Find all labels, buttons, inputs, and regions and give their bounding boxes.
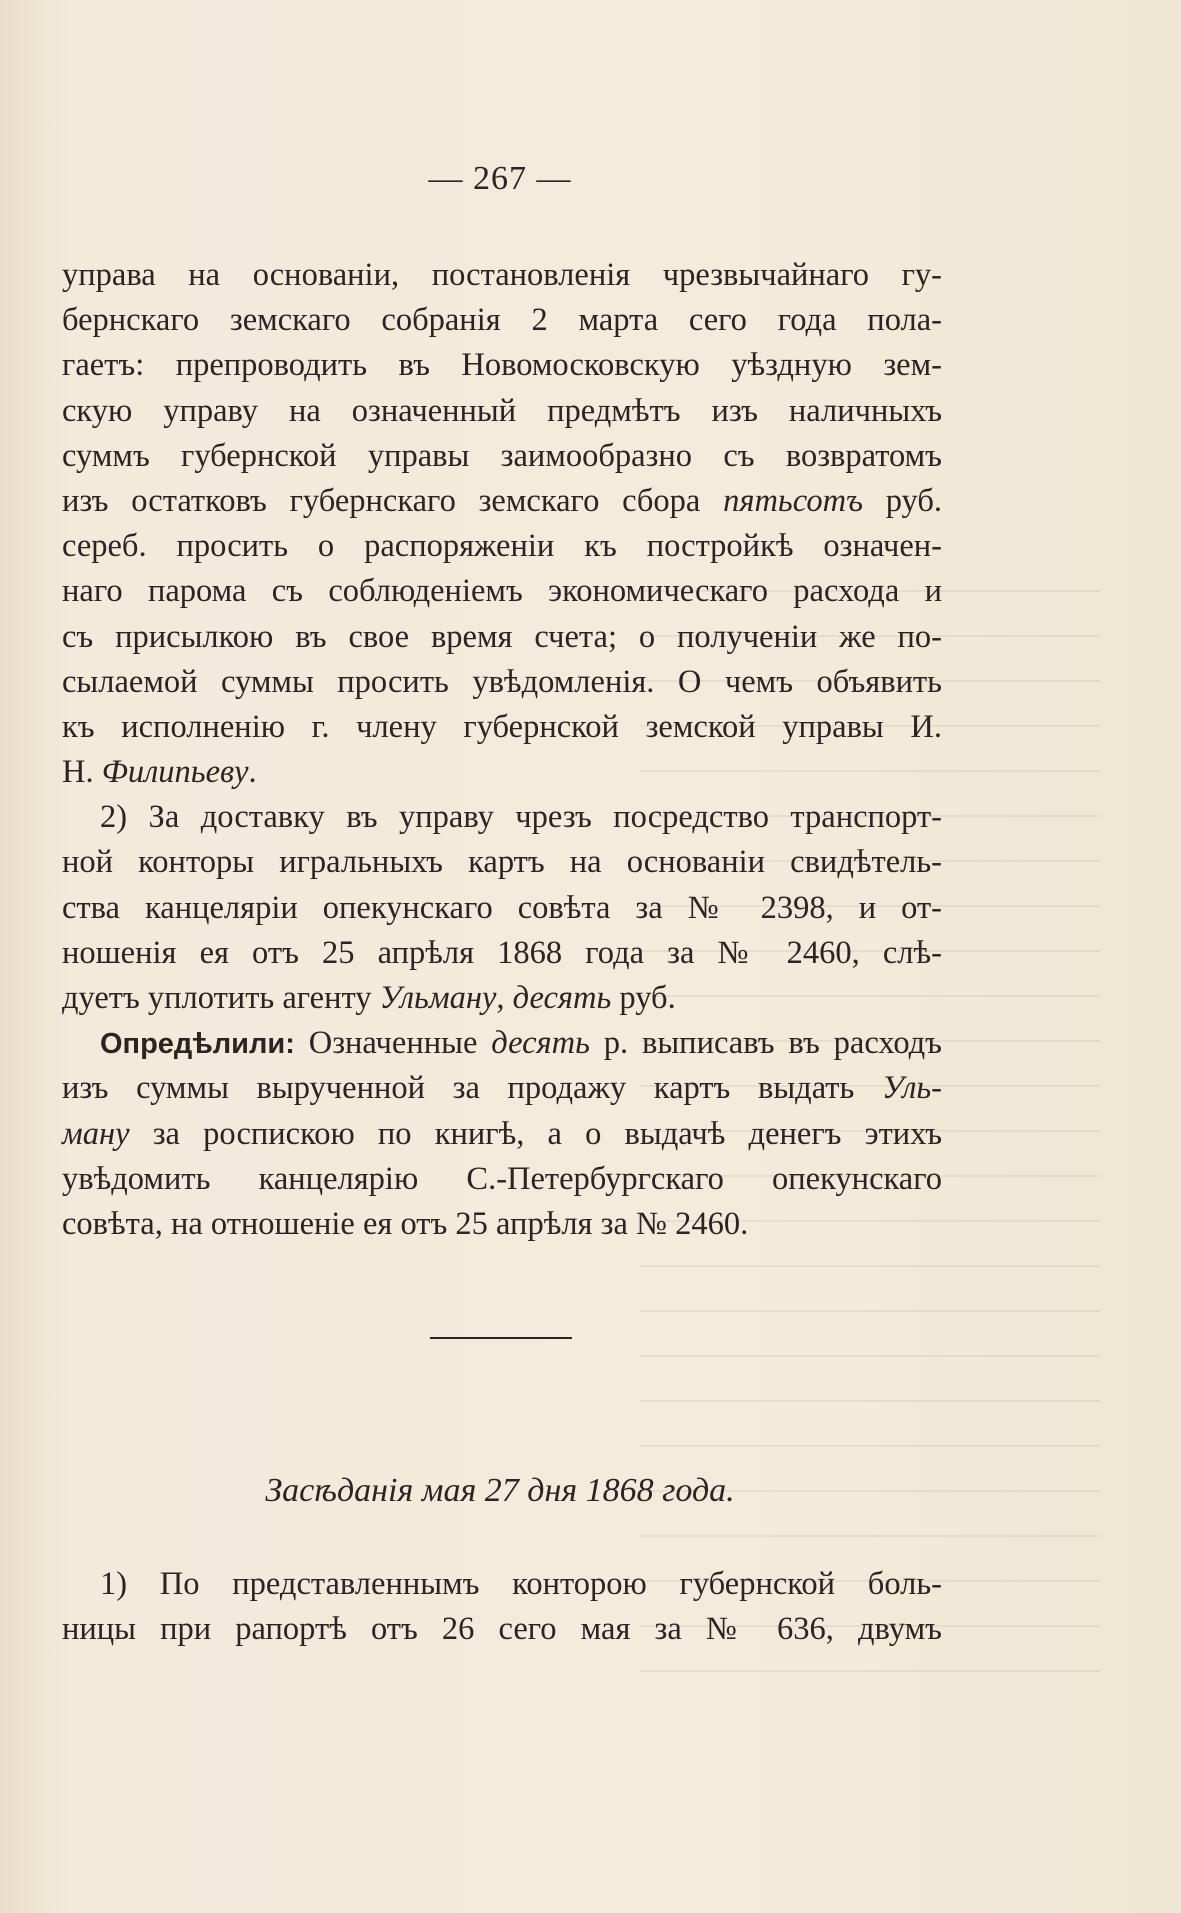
resolution-label: Опредѣлили:: [100, 1028, 295, 1061]
text-line: управа на основанiи, постановленiя чрезвычайнаго гу-: [62, 257, 942, 293]
text-line: [62, 976, 942, 1021]
text-line: наго парома съ соблюденiемъ экономическаго расхода и: [62, 573, 942, 610]
text-block-2: [62, 1562, 942, 1652]
italic-amount: десять: [512, 980, 612, 1016]
text-segment: Н.: [62, 754, 102, 791]
text-segment: изъ суммы вырученной за продажу картъ выдать: [62, 1070, 882, 1107]
text-line: [62, 1112, 942, 1157]
text-segment: за роспискою по книгѣ, а о выдачѣ денегъ этихъ: [129, 1115, 942, 1152]
text-line: [62, 1021, 942, 1066]
italic-name: Ульману: [379, 980, 497, 1016]
text-line: [62, 1066, 942, 1111]
italic-name: Филипьеву: [101, 754, 249, 791]
text-segment: р. выписавъ въ расходъ: [589, 1025, 942, 1062]
text-segment: ,: [496, 980, 513, 1016]
italic-name: Уль-: [881, 1070, 942, 1107]
text-line: сереб. просить о распоряженiи къ постройкѣ означен-: [62, 528, 942, 565]
text-block-1: [62, 253, 942, 1247]
text-line: суммъ губернской управы заимообразно съ возвратомъ: [62, 437, 942, 474]
text-line: гаетъ: препроводить въ Новомосковскую уѣздную зем-: [62, 347, 942, 384]
text-segment: Означенные: [294, 1025, 492, 1062]
session-heading: Засѣданiя мая 27 дня 1868 года.: [265, 1472, 735, 1509]
text-line: къ исполненiю г. члену губернской земской управы И.: [62, 708, 942, 745]
italic-amount: десять: [491, 1025, 590, 1062]
text-line: ной конторы игральныхъ картъ на основанiи свидѣтель-: [62, 844, 942, 881]
text-line: [62, 479, 942, 524]
text-line: ношенiя ея отъ 25 апрѣля 1868 года за № 2460, слѣ-: [62, 934, 942, 971]
italic-name: ману: [62, 1115, 130, 1152]
section-divider: [430, 1337, 572, 1339]
text-segment: руб.: [862, 482, 942, 519]
text-line: увѣдомить канцелярiю С.-Петербургскаго опекунскаго: [62, 1160, 942, 1197]
text-line: ницы при рапортѣ отъ 26 сего мая за № 636, двумъ: [62, 1611, 942, 1648]
italic-amount: пятьсотъ: [723, 482, 863, 519]
text-segment: дуетъ уплотить агенту: [62, 980, 380, 1016]
text-segment: изъ остатковъ губернскаго земскаго сбора: [62, 482, 724, 519]
text-line: сылаемой суммы просить увѣдомленiя. О чемъ объявить: [62, 663, 942, 700]
text-line: 1) По представленнымъ конторою губернской боль-: [100, 1566, 942, 1602]
text-line: скую управу на означенный предмѣтъ изъ наличныхъ: [62, 392, 942, 429]
text-line: [62, 750, 942, 795]
text-line: съ присылкою въ свое время счета; о полученiи же по-: [62, 618, 942, 655]
text-line: бернскаго земскаго собранiя 2 марта сего года пола-: [62, 302, 942, 339]
text-line: 2) За доставку въ управу чрезъ посредство транспорт-: [100, 799, 942, 836]
page-number: — 267 —: [428, 160, 572, 197]
text-line: совѣта, на отношенiе ея отъ 25 апрѣля за № 2460.: [62, 1205, 749, 1242]
text-line: ства канцелярiи опекунскаго совѣта за № 2398, и от-: [62, 889, 942, 926]
text-segment: .: [248, 754, 257, 791]
text-segment: руб.: [611, 980, 676, 1016]
